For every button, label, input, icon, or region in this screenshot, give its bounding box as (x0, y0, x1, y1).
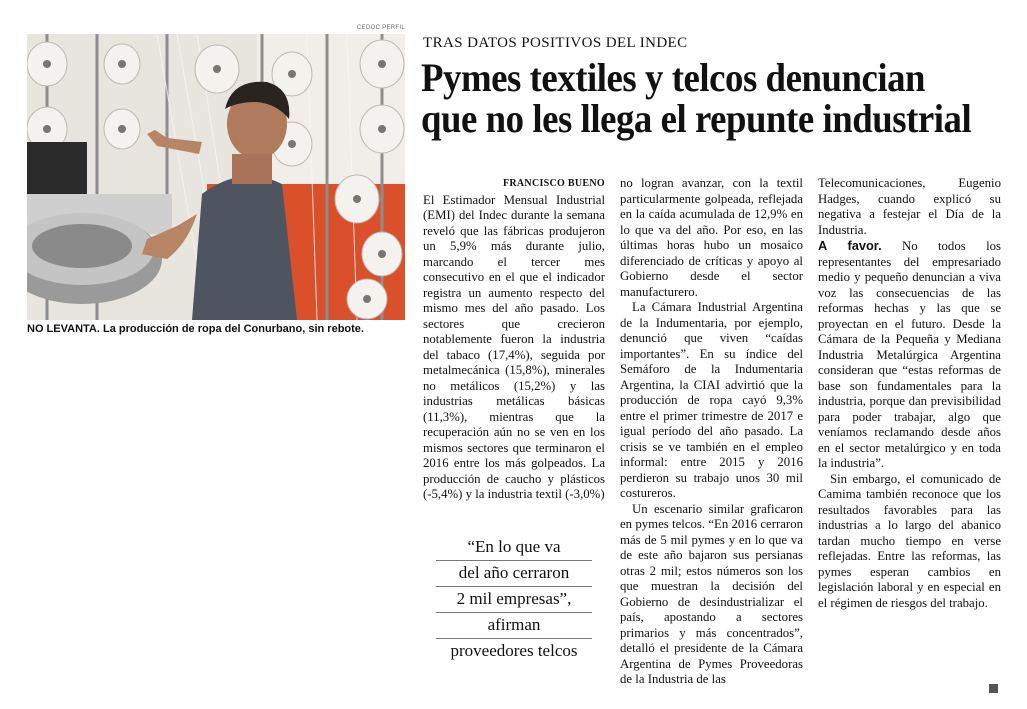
subhead-a-favor: A favor. (818, 238, 882, 253)
paragraph-4-container (818, 238, 1001, 472)
pull-quote (436, 535, 592, 664)
paragraph-1-continued: no logran avanzar, con la textil particularmente golpeada, reflejada en la caída acumulada de 12,9% en lo que va del año. Por eso, en las últimas horas hubo un mosaico diferenciado de críticas y apoyo al Gobierno desde el sector manufacturero. (620, 176, 803, 299)
paragraph-2: La Cámara Industrial Argentina de la Indumentaria, por ejemplo, denunció que viven “caídas importantes”. En su índice del Semáforo de la Indumentaria Argentina, la CIAI advirtió que la producción de ropa cayó 9,3% entre el primer trimestre de 2017 e igual período del año pasado. La crisis se ve también en el empleo informal: entre 2015 y 2016 perdieron su trabajo unos 30 mil costureros. (620, 300, 803, 500)
pull-quote-line: del año cerraron (436, 561, 592, 587)
paragraph-3-continued: Telecomunicaciones, Eugenio Hadges, cuando explicó su negativa a festejar el Día de la Industria. (818, 176, 1001, 237)
photo-credit: CEDOC PERFIL (357, 25, 405, 31)
pull-quote-line: “En lo que va (436, 535, 592, 561)
byline: FRANCISCO BUENO (502, 178, 605, 189)
pull-quote-line: 2 mil empresas”, (436, 587, 592, 613)
pull-quote-line: proveedores telcos (450, 641, 578, 660)
headline-line-1: Pymes textiles y telcos denuncian (421, 55, 926, 100)
paragraph-3: Un escenario similar graficaron en pymes telcos. “En 2016 cerraron más de 5 mil pymes y en lo que va de este año bajaron sus persianas otras 2 mil; estos números son los que muestran la decisión del Gobierno de desindustrializar el país, apostando a sectores primarios y más concentrados”, detalló el presidente de la Cámara Argentina de Pymes Proveedoras de la Industria de las (620, 501, 803, 686)
headline-line-2: que no les llega el repunte industrial (421, 96, 972, 141)
end-of-article-mark (989, 684, 998, 693)
paragraph-4: No todos los representantes del empresariado medio y pequeño denuncian a viva voz las consecuencias de las reformas hechas y las que se proyectan en el futuro. Desde la Cámara de la Pequeña y Mediana Industria Metalúrgica Argentina consideran que “estas reformas de base son fundamentales para la industria, porque dan previsibilidad para poder trabajar, algo que veníamos reclamando desde años en el sector metalúrgico y en toda la industria”. (818, 239, 1001, 470)
pull-quote-line: afirman (436, 613, 592, 639)
article-kicker: TRAS DATOS POSITIVOS DEL INDEC (423, 35, 688, 51)
photo-caption (27, 322, 405, 336)
caption-lead: NO LEVANTA. (27, 323, 100, 335)
article-column-2 (620, 176, 803, 688)
paragraph-1: El Estimador Mensual Industrial (EMI) del Indec durante la semana reveló que las fábricas produjeron un 5,9% más durante julio, marcando el tercer mes consecutivo en el que el indicador registra un aumento respecto del mismo mes del año pasado. Los sectores que crecieron notablemente fueron la industria del tabaco (17,4%), seguida por metalmecánica (15,8%), minerales no metálicos (15,2%) y las industrias metálicas básicas (11,3%), mientras que la recuperación aún no se ven en los mismos sectores que terminaron el 2016 entre los más golpeados. La producción de caucho y plásticos (-5,4%) y la industria textil (-3,0%) (423, 192, 605, 501)
caption-text: La producción de ropa del Conurbano, sin rebote. (103, 323, 364, 335)
article-column-1 (423, 176, 605, 503)
paragraph-5: Sin embargo, el comunicado de Camima también reconoce que los resultados favorables para las industrias a lo largo del abanico tardan mucho tiempo en verse reflejadas. Entre las reformas, las pymes esperan cambios en legislación laboral y en especial en el régimen de riesgos del trabajo. (818, 471, 1001, 610)
article-headline (421, 57, 973, 139)
article-photo (27, 34, 405, 320)
textile-worker-photo (27, 34, 405, 320)
article-column-3 (818, 176, 1001, 611)
